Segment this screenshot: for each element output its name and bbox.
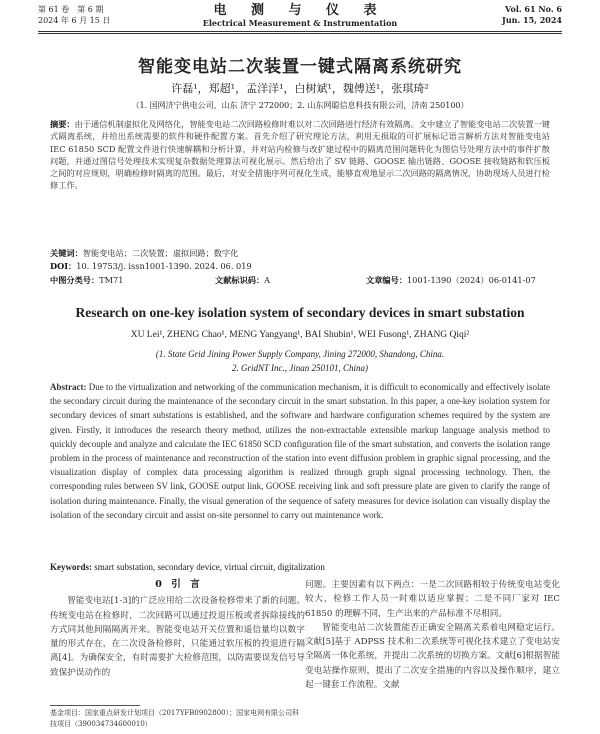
body-column-left <box>50 578 305 680</box>
authors-en: XU Lei¹, ZHENG Chao¹, MENG Yangyang¹, BAI Shubin¹, WEI Fusong¹, ZHANG Qiqi² <box>130 330 470 340</box>
body-paragraph: 问题。主要因素有以下两点：一是二次回路相较于传统变电站变化较大，检修工作人员一时难以适应掌握；二是不同厂家对 IEC 61850 的理解不同，生产出来的产品标准不尽相同。 <box>305 580 560 619</box>
keywords-en <box>50 562 550 572</box>
authors-cn: 许磊¹，郑超¹，孟洋洋¹，白树斌¹，魏傅送¹，张琪琦² <box>171 82 429 95</box>
article-label: 文章编号： <box>366 275 407 285</box>
section-heading-introduction: 0 引 言 <box>155 579 200 590</box>
paper-title-en: Research on one-key isolation system of secondary devices in smart substation <box>75 305 525 320</box>
body-paragraph: 智能变电站二次装置能否正确安全隔离关系着电网稳定运行。文献[5]基于 ADPSS 技术和二次系统等可视化技术建立了变电站安全隔离一体化系统，并提出二次系统的切换方案。文献[6]根据智能变电站操作原则，提出了二次安全措施的内容以及操作顺序，建立起一键套工作流程。文献 <box>305 622 560 691</box>
journal-name-cn: 电 测 与 仪 表 <box>213 3 387 18</box>
date-cn: 2024 年 6 月 15 日 <box>38 16 111 25</box>
affiliation-en-2: 2. GridNT Inc., Jinan 250101, China) <box>231 363 369 373</box>
clc-label: 中图分类号： <box>50 275 100 285</box>
abstract-cn-label: 摘要： <box>50 119 75 129</box>
header-right <box>502 4 562 26</box>
body-paragraph: 智能变电站[1-3]的广泛应用给二次设备检修带来了新的问题。传统变电站在检修时，二次回路可以通过投退压板或者拆除接线的方式同其他间隔隔离开来。智能变电站开关位置和遥信量均以数字量的形式存在，在二次设备检修时，只能通过软压板的投退进行隔离[4]。为确保安全，有时需要扩大检修范围，以防需要误发信号导致保护误动作的 <box>50 596 305 678</box>
volume-issue-en: Vol. 61 No. 6 <box>505 4 562 14</box>
abstract-en <box>50 380 550 522</box>
body-column-right <box>305 578 560 692</box>
journal-name-en: Electrical Measurement & Instrumentation <box>202 18 398 28</box>
article-value: 1001-1390（2024）06-0141-07 <box>406 275 536 285</box>
keywords-cn <box>50 248 550 259</box>
running-header <box>38 4 562 30</box>
abstract-en-label: Abstract: <box>50 382 87 392</box>
funding-footnote: 基金项目：国家重点研发计划项目（2017YFB0902800）；国家电网有限公司科技项目（390034734600010） <box>50 709 300 728</box>
keywords-en-text: smart substation, secondary device, virtual circuit, digitalization <box>94 562 325 572</box>
keywords-cn-text: 智能变电站；二次装置；虚拟回路；数字化 <box>82 248 239 258</box>
abstract-cn <box>50 118 550 192</box>
doi-text: 10. 19753/j. issn1001-1390. 2024. 06. 019 <box>76 261 252 271</box>
keywords-cn-label: 关键词： <box>50 248 83 258</box>
affiliations-cn: （1. 国网济宁供电公司，山东 济宁 272000；2. 山东网聪信息科技有限公司，济南 250100） <box>131 101 469 110</box>
footnote-rule <box>50 705 140 706</box>
clc-value: TM71 <box>99 275 124 285</box>
doc-value: A <box>264 275 271 285</box>
doi-label: DOI： <box>50 261 77 271</box>
paper-title-cn: 智能变电站二次装置一键式隔离系统研究 <box>138 57 462 77</box>
doi <box>50 261 550 272</box>
affiliation-en-1: (1. State Grid Jining Power Supply Company, Jining 272000, Shandong, China. <box>155 349 445 359</box>
abstract-cn-text: 由于通信机制虚拟化及网络化，智能变电站二次回路检修时难以对二次回路进行经济有效隔离。文中建立了智能变电站二次装置一键式隔离系统，并给出系统需要的软件和硬件配置方案。首先介绍了研究理论方法，利用无损取的可扩展标记语言解析方法对智能变电站 IEC 61850 SCD 配置文件进行快速解耦和分析计算，并对站内检修与改扩建过程中的隔离范围问题转化为图信号处理方法中的事件扩散问题，并通过图信号处理技术实现复杂数据处理算法可视化展示。然后给出了 SV 链路、GOOSE 输出链路、GOOSE 接收链路和软压板之间的对应规则，明确检修时隔离的范围。最后，对安全措施序列可视化生成，能够直观地显示二次回路的隔离情况，协助现场人员进行检修工作。 <box>50 119 550 191</box>
header-center <box>38 4 562 29</box>
header-rule <box>38 31 562 32</box>
doc-label: 文献标识码： <box>215 275 265 285</box>
keywords-en-label: Keywords: <box>50 562 92 572</box>
article-number <box>366 275 536 286</box>
abstract-en-text: Due to the virtualization and networking of the communication mechanism, it is difficult to economically and effectively isolate the secondary circuit during the maintenance of the secondary circuit in the smart substation. In this paper, a one-key isolation system for secondary devices of smart substations is established, and the software and hardware configuration schemes required by the system are given. Firstly, it introduces the research theory method, utilizes the non-extractable extensible markup language analysis method to quickly decouple and analyze and calculate the IEC 61850 SCD configuration file of the smart substation, and converts the isolation range problem in the process of maintenance and reconstruction of the station into event diffusion problem in graphic signal processing, and the visualization display of complex data processing algorithm is realized through graph signal processing technology. Then, the corresponding rules between SV link, GOOSE output link, GOOSE receiving link and soft pressure plate are given to clarify the range of isolation during maintenance. Finally, the visual generation of the sequence of safety measures for device isolation can visually display the isolation of the secondary circuit and assist on-site personnel to carry out maintenance work. <box>50 382 550 520</box>
document-code <box>215 275 271 286</box>
affiliations-en <box>0 347 600 375</box>
clc-number <box>50 275 124 286</box>
date-en: Jun. 15, 2024 <box>502 15 562 25</box>
volume-issue-cn: 第 61 卷 第 6 期 <box>38 5 104 14</box>
header-rule-2 <box>38 33 562 34</box>
